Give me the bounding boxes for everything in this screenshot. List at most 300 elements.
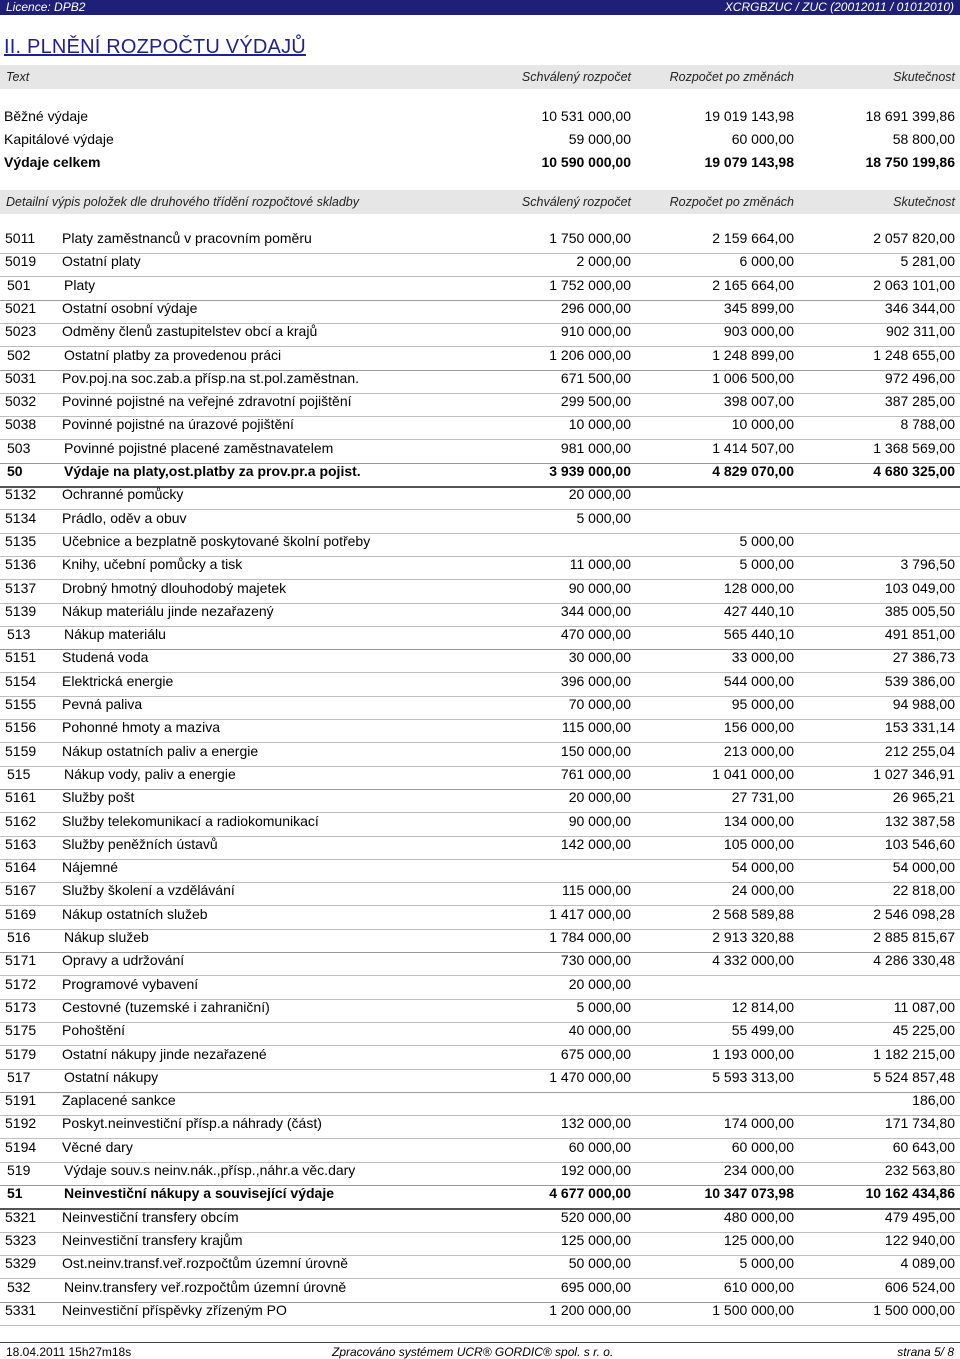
row-actual: 103 546,60 [884,835,955,852]
row-name: Neinvestiční transfery krajům [62,1231,243,1248]
row-code: 5019 [5,253,37,270]
row-actual: 491 851,00 [884,626,955,643]
row-after-changes: 27 731,00 [731,789,794,806]
row-code: 5323 [5,1231,37,1248]
row-name: Zaplacené sankce [62,1092,176,1109]
row-after-changes: 125 000,00 [723,1231,794,1248]
table-row [0,673,960,697]
row-approved: 671 500,00 [560,369,631,386]
row-name: Výdaje souv.s neinv.nák.,přísp.,náhr.a věc.dary [64,1162,356,1178]
row-after-changes: 105 000,00 [723,835,794,852]
row-code: 5011 [5,230,36,246]
row-name: Nákup služeb [64,929,149,945]
row-approved: 910 000,00 [560,323,631,340]
row-approved: 299 500,00 [560,393,631,410]
row-code: 5162 [5,812,37,829]
detail-table-header [0,190,960,214]
table-row [0,1092,960,1116]
row-name: Věcné dary [62,1138,133,1155]
row-after-changes: 134 000,00 [723,812,794,829]
row-name: Knihy, učební pomůcky a tisk [62,556,243,573]
row-name: Prádlo, oděv a obuv [62,509,187,526]
table-row [0,510,960,534]
row-code: 5173 [5,998,37,1015]
table-row [0,626,960,650]
row-code: 5167 [5,882,37,899]
detail-approved-header: Schválený rozpočet [521,195,631,209]
row-name: Ostatní nákupy [64,1068,159,1085]
row-name: Platy zaměstnanců v pracovním poměru [62,230,312,246]
row-name: Studená voda [62,649,149,666]
table-row [0,440,960,464]
row-after-changes: 174 000,00 [723,1115,794,1132]
row-actual: 2 885 815,67 [873,929,955,945]
row-after-changes: 1 006 500,00 [712,369,794,386]
row-after-changes: 156 000,00 [723,719,794,736]
row-after-changes: 544 000,00 [723,672,794,689]
summary-after-changes: 60 000,00 [731,131,794,147]
row-after-changes: 565 440,10 [723,626,794,643]
row-approved: 20 000,00 [568,486,631,503]
table-row [0,1232,960,1256]
footer-system: Zpracováno systémem UCR® GORDIC® spol. s r. o. [332,1345,614,1359]
table-row [0,1302,960,1326]
row-approved: 396 000,00 [560,672,631,689]
row-name: Programové vybavení [62,975,199,992]
row-actual: 45 225,00 [892,1022,955,1039]
row-after-changes: 10 000,00 [731,416,794,433]
report-header-bar [0,0,960,15]
row-code: 5159 [5,742,37,759]
summary-approved: 10 590 000,00 [541,154,631,170]
row-after-changes: 1 193 000,00 [712,1045,794,1062]
row-approved: 2 000,00 [576,253,631,270]
row-after-changes: 55 499,00 [731,1022,794,1039]
row-approved: 30 000,00 [568,649,631,666]
row-name: Výdaje na platy,ost.platby za prov.pr.a pojist. [64,463,361,479]
row-actual: 94 988,00 [892,696,955,712]
row-approved: 125 000,00 [560,1231,631,1248]
row-approved: 192 000,00 [560,1162,631,1178]
footer-datetime: 18.04.2011 15h27m18s [6,1345,132,1359]
row-name: Povinné pojistné placené zaměstnavatelem [64,439,334,456]
row-actual: 132 387,58 [884,812,955,829]
table-row [0,1279,960,1303]
row-name: Ochranné pomůcky [62,486,184,503]
table-row [0,952,960,976]
row-approved: 5 000,00 [576,998,631,1015]
row-approved: 90 000,00 [568,579,631,596]
col-approved-header: Schválený rozpočet [521,70,631,84]
row-name: Služby školení a vzdělávání [62,882,235,899]
table-row [0,813,960,837]
row-code: 5139 [5,602,37,619]
row-actual: 232 563,80 [884,1162,955,1178]
row-code: 5136 [5,556,37,573]
row-actual: 26 965,21 [892,789,955,806]
row-actual: 8 788,00 [900,416,955,433]
row-after-changes: 398 007,00 [723,393,794,410]
row-actual: 212 255,04 [884,742,955,759]
row-approved: 1 417 000,00 [549,905,631,922]
table-row [0,393,960,417]
table-row [0,1185,960,1210]
table-row [0,230,960,254]
row-after-changes: 6 000,00 [739,253,794,270]
row-approved: 60 000,00 [568,1138,631,1155]
table-row [0,1069,960,1093]
row-name: Neinv.transfery veř.rozpočtům územní úrovně [64,1278,347,1295]
summary-label: Běžné výdaje [4,108,89,124]
row-code: 5164 [5,859,37,876]
row-code: 51 [7,1185,23,1202]
row-approved: 675 000,00 [560,1045,631,1062]
summary-actual: 18 691 399,86 [865,108,955,124]
row-after-changes: 60 000,00 [731,1138,794,1155]
row-code: 5191 [5,1092,37,1109]
row-code: 5132 [5,486,37,503]
row-after-changes: 480 000,00 [723,1208,794,1225]
summary-approved: 10 531 000,00 [541,108,631,124]
row-code: 5032 [5,393,37,410]
row-actual: 171 734,80 [884,1115,955,1132]
col-actual-header: Skutečnost [893,70,955,84]
row-actual: 3 796,50 [900,556,955,573]
row-approved: 3 939 000,00 [549,463,631,479]
row-after-changes: 1 414 507,00 [712,439,794,456]
table-row [0,556,960,580]
footer-page-number: strana 5/ 8 [897,1345,954,1359]
table-row [0,766,960,790]
row-approved: 1 784 000,00 [549,929,631,945]
row-name: Nákup materiálu [64,626,166,643]
row-code: 5134 [5,509,37,526]
summary-table-header [0,65,960,89]
table-row [0,323,960,347]
row-after-changes: 345 899,00 [723,299,794,316]
row-code: 5192 [5,1115,37,1132]
summary-label: Kapitálové výdaje [4,131,114,147]
table-row [0,906,960,930]
row-actual: 4 286 330,48 [873,952,955,969]
row-code: 517 [7,1068,31,1085]
row-after-changes: 5 000,00 [739,1255,794,1272]
detail-text-header: Detailní výpis položek dle druhového třídění rozpočtové skladby [6,195,359,209]
row-name: Povinné pojistné na úrazové pojištění [62,416,294,433]
row-approved: 11 000,00 [569,556,631,573]
row-code: 5021 [5,299,37,316]
row-code: 5194 [5,1138,37,1155]
row-name: Pohoštění [62,1022,126,1039]
row-approved: 4 677 000,00 [549,1185,631,1202]
row-approved: 981 000,00 [560,439,631,456]
row-after-changes: 903 000,00 [723,323,794,340]
row-name: Ost.neinv.transf.veř.rozpočtům územní úrovně [62,1255,349,1272]
row-name: Ostatní osobní výdaje [62,299,198,316]
row-code: 5137 [5,579,37,596]
table-row [0,882,960,906]
row-name: Elektrická energie [62,672,174,689]
row-after-changes: 33 000,00 [731,649,794,666]
row-name: Drobný hmotný dlouhodobý majetek [62,579,287,596]
row-approved: 695 000,00 [560,1278,631,1295]
row-approved: 132 000,00 [560,1115,631,1132]
row-code: 5023 [5,323,37,340]
row-after-changes: 2 159 664,00 [712,230,794,246]
table-row [0,976,960,1000]
table-row [0,533,960,557]
table-row [0,836,960,860]
row-approved: 520 000,00 [560,1208,631,1225]
table-row [0,1115,960,1139]
table-row [0,253,960,277]
row-actual: 5 281,00 [900,253,955,270]
table-row [0,486,960,510]
row-approved: 20 000,00 [568,975,631,992]
row-approved: 20 000,00 [568,789,631,806]
row-actual: 385 005,50 [884,602,955,619]
row-code: 5135 [5,532,37,549]
table-row [0,696,960,720]
detail-actual-header: Skutečnost [893,195,955,209]
row-name: Nákup materiálu jinde nezařazený [62,602,274,619]
row-code: 513 [7,626,31,643]
row-approved: 10 000,00 [568,416,631,433]
summary-approved: 59 000,00 [568,131,631,147]
table-row [0,277,960,301]
row-code: 5179 [5,1045,37,1062]
row-code: 5163 [5,835,37,852]
row-code: 5175 [5,1022,37,1039]
table-row [0,1162,960,1186]
row-code: 5331 [5,1301,37,1318]
row-after-changes: 5 000,00 [739,532,794,549]
row-after-changes: 427 440,10 [723,602,794,619]
row-actual: 10 162 434,86 [865,1185,955,1202]
row-code: 5038 [5,416,37,433]
row-code: 502 [7,346,31,363]
row-name: Učebnice a bezplatně poskytované školní potřeby [62,532,371,549]
row-actual: 346 344,00 [884,299,955,316]
row-actual: 387 285,00 [884,393,955,410]
row-code: 5155 [5,696,37,712]
row-name: Služby pošt [62,789,135,806]
row-code: 519 [7,1162,31,1178]
row-approved: 40 000,00 [568,1022,631,1039]
row-actual: 186,00 [912,1092,955,1109]
row-code: 5031 [5,369,37,386]
row-approved: 90 000,00 [568,812,631,829]
detail-after-changes-header: Rozpočet po změnách [669,195,794,209]
row-after-changes: 610 000,00 [723,1278,794,1295]
table-row [0,1046,960,1070]
row-actual: 103 049,00 [884,579,955,596]
row-actual: 606 524,00 [884,1278,955,1295]
report-code-label: XCRGBZUC / ZUC (20012011 / 01012010) [724,0,954,14]
row-actual: 27 386,73 [892,649,955,666]
row-after-changes: 1 248 899,00 [712,346,794,363]
row-code: 532 [7,1278,31,1295]
row-actual: 479 495,00 [884,1208,955,1225]
row-name: Neinvestiční příspěvky zřízeným PO [62,1301,287,1318]
row-actual: 902 311,00 [885,323,955,340]
table-row [0,347,960,371]
table-row [0,649,960,673]
row-after-changes: 213 000,00 [723,742,794,759]
row-actual: 11 087,00 [893,998,955,1015]
table-row [0,789,960,813]
row-code: 501 [7,276,31,293]
summary-actual: 18 750 199,86 [865,154,955,170]
row-name: Platy [64,276,96,293]
row-after-changes: 24 000,00 [731,882,794,899]
row-name: Nákup vody, paliv a energie [64,765,236,782]
row-after-changes: 4 829 070,00 [712,463,794,479]
row-approved: 115 000,00 [561,882,631,899]
row-approved: 730 000,00 [560,952,631,969]
row-code: 5321 [5,1208,37,1225]
table-row [0,603,960,627]
row-after-changes: 5 593 313,00 [712,1068,794,1085]
row-approved: 50 000,00 [568,1255,631,1272]
row-name: Pohonné hmoty a maziva [62,719,220,736]
row-approved: 344 000,00 [560,602,631,619]
row-actual: 539 386,00 [884,672,955,689]
row-name: Nákup ostatních paliv a energie [62,742,259,759]
table-row [0,1022,960,1046]
table-row [0,719,960,743]
table-row [0,1209,960,1233]
summary-label: Výdaje celkem [4,154,101,170]
row-approved: 1 750 000,00 [549,230,631,246]
table-row [0,999,960,1023]
row-name: Ostatní platby za provedenou práci [64,346,282,363]
row-approved: 470 000,00 [560,626,631,643]
row-approved: 761 000,00 [560,765,631,782]
col-after-changes-header: Rozpočet po změnách [669,70,794,84]
row-actual: 1 182 215,00 [873,1045,955,1062]
table-row [0,416,960,440]
table-row [0,743,960,767]
row-name: Služby peněžních ústavů [62,835,218,852]
row-after-changes: 95 000,00 [731,696,794,712]
row-code: 5151 [5,649,37,666]
row-after-changes: 5 000,00 [739,556,794,573]
page-footer [0,1342,960,1359]
row-approved: 5 000,00 [576,509,631,526]
row-name: Pevná paliva [62,696,143,712]
row-approved: 150 000,00 [560,742,631,759]
row-after-changes: 2 913 320,88 [712,929,794,945]
row-approved: 142 000,00 [560,835,631,852]
row-actual: 2 057 820,00 [873,230,955,246]
row-name: Neinvestiční nákupy a související výdaje [64,1185,335,1202]
summary-actual: 58 800,00 [892,131,955,147]
row-after-changes: 54 000,00 [731,859,794,876]
row-after-changes: 12 814,00 [731,998,794,1015]
row-code: 5172 [5,975,37,992]
row-code: 5169 [5,905,37,922]
row-name: Nákup ostatních služeb [62,905,208,922]
row-name: Ostatní platy [62,253,141,270]
row-code: 516 [7,929,31,945]
row-approved: 1 200 000,00 [549,1301,631,1318]
licence-label: Licence: DPB2 [6,0,86,14]
row-actual: 972 496,00 [884,369,955,386]
row-actual: 2 063 101,00 [873,276,955,293]
row-after-changes: 1 041 000,00 [712,765,794,782]
row-code: 5329 [5,1255,37,1272]
row-approved: 70 000,00 [568,696,631,712]
col-text-header: Text [6,70,30,84]
row-actual: 4 680 325,00 [873,463,955,479]
row-approved: 1 470 000,00 [549,1068,631,1085]
row-name: Poskyt.neinvestiční přísp.a náhrady (část) [62,1115,322,1132]
row-name: Ostatní nákupy jinde nezařazené [62,1045,267,1062]
row-code: 5171 [5,952,37,969]
row-approved: 1 752 000,00 [549,276,631,293]
row-after-changes: 10 347 073,98 [704,1185,794,1202]
row-code: 515 [7,765,31,782]
table-row [0,370,960,394]
row-approved: 296 000,00 [560,299,631,316]
row-name: Nájemné [62,859,119,876]
row-name: Opravy a udržování [62,952,185,969]
table-row [0,580,960,604]
row-name: Neinvestiční transfery obcím [62,1208,239,1225]
row-name: Odměny členů zastupitelstev obcí a krajů [62,323,318,340]
table-row [0,929,960,953]
row-after-changes: 1 500 000,00 [712,1301,794,1318]
row-name: Služby telekomunikací a radiokomunikací [62,812,319,829]
row-actual: 60 643,00 [892,1138,955,1155]
row-name: Pov.poj.na soc.zab.a přísp.na st.pol.zaměstnan. [62,369,360,386]
row-after-changes: 2 165 664,00 [712,276,794,293]
table-row [0,300,960,324]
row-actual: 1 027 346,91 [873,765,955,782]
row-actual: 153 331,14 [884,719,955,736]
table-row [0,463,960,488]
table-row [0,859,960,883]
row-actual: 5 524 857,48 [873,1068,955,1085]
row-approved: 1 206 000,00 [549,346,631,363]
row-code: 503 [7,439,31,456]
row-name: Cestovné (tuzemské i zahraniční) [62,998,270,1015]
row-name: Povinné pojistné na veřejné zdravotní pojištění [62,393,352,410]
row-actual: 22 818,00 [892,882,955,899]
row-actual: 1 500 000,00 [873,1301,955,1318]
row-actual: 122 940,00 [884,1231,955,1248]
row-after-changes: 234 000,00 [723,1162,794,1178]
summary-after-changes: 19 019 143,98 [704,108,794,124]
row-actual: 4 089,00 [900,1255,955,1272]
table-row [0,1255,960,1279]
row-actual: 1 368 569,00 [873,439,955,456]
row-code: 5154 [5,672,37,689]
row-after-changes: 2 568 589,88 [712,905,794,922]
table-row [0,1139,960,1163]
row-approved: 115 000,00 [561,719,631,736]
row-actual: 54 000,00 [892,859,955,876]
row-actual: 1 248 655,00 [873,346,955,363]
row-after-changes: 4 332 000,00 [712,952,794,969]
row-after-changes: 128 000,00 [723,579,794,596]
page-title: II. PLNĚNÍ ROZPOČTU VÝDAJŮ [4,36,306,58]
row-code: 50 [7,463,23,479]
row-code: 5156 [5,719,37,736]
row-actual: 2 546 098,28 [873,905,955,922]
row-code: 5161 [5,789,37,806]
